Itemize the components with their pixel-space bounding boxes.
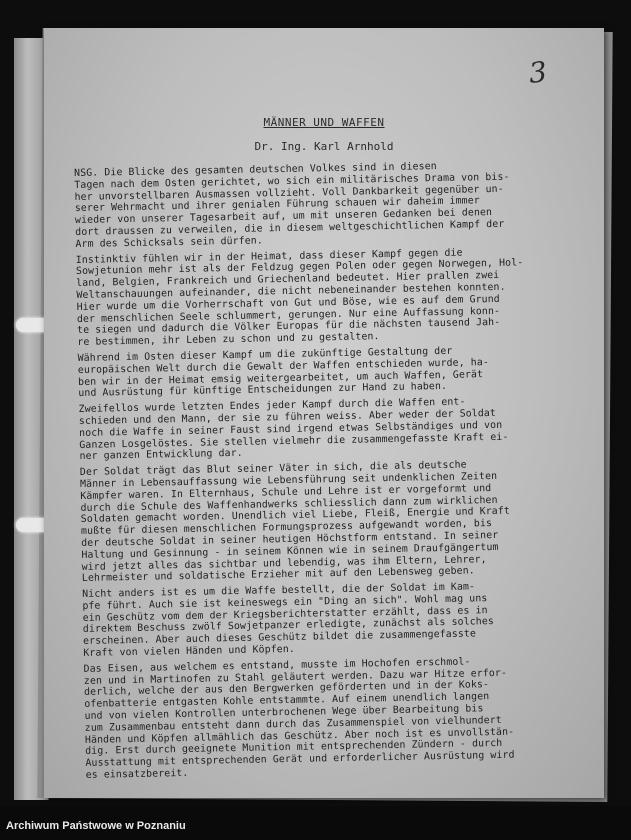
archive-footer [0,806,631,840]
document-page [44,28,604,798]
document-author: Dr. Ing. Karl Arnhold [254,140,394,153]
paragraph: Während im Osten dieser Kampf um die zukünftige Gestaltung der europäischen Welt durch die Gewalt der Waffen entschieden wurde, ha- ben wir in der Heimat emsig weitergearbeitet, um auch Waffen, Gerät und Ausrüstung für künftige Entscheidungen zur Hand zu haben. [77,345,489,400]
paragraph: NSG. Die Blicke des gesamten deutschen Volkes sind in diesen Tagen nach dem Osten gerichtet, wo sich ein militärisches Drama von bis- her unvorstellbaren Ausmassen vollzieht. Voll Dankbarkeit gegenüber un- serer Wehrmacht und ihrer genialen Führung schauen wir daheim immer wieder von unserer Tagesarbeit auf, um mit unseren Gedanken bei denen dort draussen zu verweilen, die in diesem weltgeschichtlichen Kampf der Arm des Schicksals sein dürfen. [74,161,510,250]
paragraph: Zweifellos wurde letzten Endes jeder Kampf durch die Waffen ent- schieden und den Mann, der sie zu führen weiss. Aber weder der Soldat noch die Waffe in seiner Faust sind irgend etwas Selbständiges und von Ganzen Losgelöstes. Sie stellen vielmehr die zusammengefasste Kraft ei- ner ganzen Entwicklung dar. [78,396,509,463]
document-title: MÄNNER UND WAFFEN [263,116,385,129]
document-body [74,158,596,786]
archive-label: Archiwum Państwowe w Poznaniu [6,820,186,832]
paragraph: Nicht anders ist es um die Waffe bestellt, die der Soldat im Kam- pfe führt. Auch sie ist keineswegs ein "Ding an sich". Wohl mag uns ein Geschütz vom dem der Kriegsberichterstatter erzählt, dass es in direktem Beschuss zwölf Sowjetpanzer erledigte, zunächst als solches erscheinen. Aber auch dieses Geschütz bildet die zusammengefasste Kraft von vielen Händen und Köpfen. [82,581,494,659]
paragraph: Der Soldat trägt das Blut seiner Väter in sich, die als deutsche Männer in Lebensauffassung wie Lebensführung seit undenklichen Zeiten Kämpfer waren. In Elternhaus, Schule und Lehre ist er vorgeformt und durch die Schule des Waffenhandwerks schliesslich dann zum wirklichen Soldaten gemacht worden. Unendlich viel Liebe, Fleiß, Energie und Kraft mußte für diesen menschlichen Formungsprozess aufgewandt worden, bis der deutsche Soldat in seiner heutigen Höchstform entstand. In seiner Haltung und Gesinnung - in seinem Können wie in seinem Draufgängertum wird jetzt alles das sichtbar und lebendig, was ihm Eltern, Lehrer, Lehrmeister und soldatische Erzieher mit auf den Lebensweg geben. [79,459,510,585]
page-number: 3 [527,55,549,90]
paragraph: Instinktiv fühlen wir in der Heimat, dass dieser Kampf gegen die Sowjetunion mehr ist als der Feldzug gegen Polen oder gegen Norwegen, Hol- land, Belgien, Frankreich und Griechenland bedeutet. Hier prallen zwei Weltanschauungen aufeinander, die nicht nebeneinander bestehen konnten. Hier wurde um die Vorherrschaft von Gut und Böse, wie es auf dem Grund der menschlichen Seele schlummert, gerungen. Nur eine Auffassung konn- te siegen und dadurch die Völker Europas für die nächsten tausend Jah- re bestimmen, ihr Leben zu schon und zu gestalten. [75,247,524,349]
paragraph: Das Eisen, aus welchem es entstand, musste im Hochofen erschmol- zen und in Martinofen zu Stahl geläutert werden. Dazu war Hitze erfor- derlich, welche der aus den Bergwerken geförderten und in der Koks- ofenbatterie entgasten Kohle entstammte. Auf einem unendlich langen und von vielen Kontrollen unterbrochenen Wege über Bearbeitung bis zum Zusammenbau entsteht dann durch das Zusammenspiel von vielhundert Händen und Köpfen allmählich das Geschütz. Aber noch ist es unvollstän- dig. Erst durch geeignete Munition mit entsprechenden Zündern - durch Ausstattung mit entsprechenden Gerät und erforderlicher Ausrüstung wird es einsatzbereit. [83,656,515,781]
